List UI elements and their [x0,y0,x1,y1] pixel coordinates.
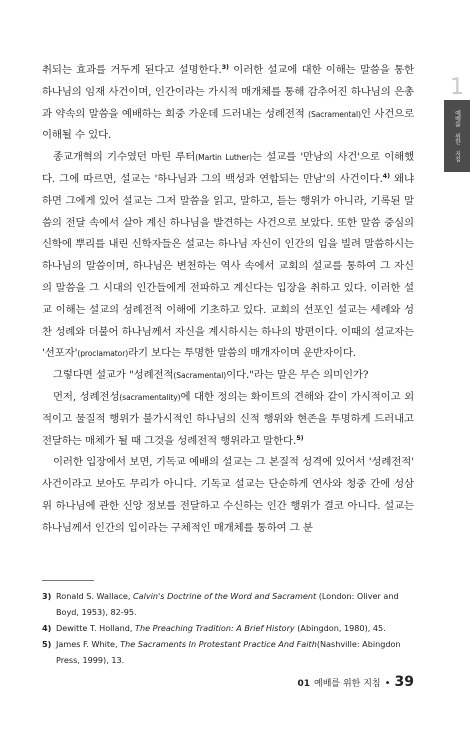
footnotes [42,588,412,668]
page-number: 39 [394,674,414,690]
paragraph-2: 종교개혁의 기수였던 마틴 루터(Martin Luther)는 설교를 '만남의 사건'으로 이해했다. 그에 따르면, 설교는 '하나님과 그의 백성과 연합되는 만남'의 사건이다.$^{4)}$ 왜냐하면 그에게 있어 설교는 그저 말씀을 읽고, 말하고, 듣는 행위가 아니라, 기록된 말씀의 전달 속에서 살아 계신 하나님을 발견하는 사건으로 보았다. 또한 말씀 중심의 신학에 뿌리를 내린 신학자들은 설교는 하나님 자신이 인간의 입을 빌려 말씀하시는 하나님의 말씀이며, 하나님은 변천하는 역사 속에서 교회의 설교를 통하여 그 자신의 말씀을 그 시대의 인간들에게 전파하고 계신다는 입장을 취하고 있다. 이러한 설교 이해는 설교의 성례전적 이해에 기초하고 있다. 교회의 선포인 설교는 세례와 성찬 성례와 더불어 하나님께서 자신을 계시하시는 하나의 방편이다. 이때의 설교자는 '선포자'(proclamator)라기 보다는 투명한 말씀의 매개자이며 운반자이다. [42,151,415,360]
footnote-4: 4) Dewitte T. Holland, The Preaching Tradition: A Brief History (Abingdon, 1980), 45. [42,623,386,633]
footnote-3: 3) Ronald S. Wallace, Calvin's Doctrine of the Word and Sacrament (London: Oliver and Boyd, 1953), 82-95. [42,591,399,617]
footnote-title: The Sacraments In Protestant Practice And Faith [120,639,317,649]
paragraph-4: 먼저, 성례전성(sacramentality)에 대한 정의는 화이트의 견해와 같이 가시적이고 외적이고 물질적 행위가 불가시적인 하나님의 신적 행위와 현존을 투명하게 드러내고 전달하는 매체가 될 때 그것을 성례전적 행위라고 말한다.$^{5)}$ [42,390,415,447]
footnote-divider [42,580,94,581]
body-text [42,60,414,540]
footer-chapter-number: 01 [297,679,311,689]
chapter-number: 1 [450,75,464,100]
footnote-title: Calvin's Doctrine of the Word and Sacrament [133,591,317,601]
footnote-ref-4: 4) [382,171,390,180]
footnote-title: The Preaching Tradition: A Brief History [135,623,295,633]
chapter-side-tab [444,76,470,172]
footnote-5: 5) James F. White, The Sacraments In Protestant Practice And Faith(Nashville: Abingdon Press, 1999), 13. [42,639,401,665]
paragraph-5: 이러한 입장에서 보면, 기독교 예배의 설교는 그 본질적 성격에 있어서 '성례전적' 사건이라고 보아도 무리가 아니다. 기독교 설교는 단순하게 연사와 청중 간에 성삼위 하나님에 관한 신앙 정보를 전달하고 수신하는 인간 행위가 결코 아니다. 설교는 하나님께서 인간의 입이라는 구체적인 매개체를 통하여 그 분 [42,456,414,534]
paragraph-3: 그렇다면 설교가 "성례전적(Sacramental)이다."라는 말은 무슨 의미인가? [53,369,369,382]
footer-bullet: • [384,678,391,689]
footnote-ref-3: 3) [221,63,229,71]
chapter-tab-label: 예배를 위한 지침 [453,110,461,162]
footnote-ref-5: 5) [296,433,304,442]
chapter-tab-bar [444,100,470,172]
footer-chapter-title: 예배를 위한 지침 [314,679,381,689]
paragraph-1: 취되는 효과를 거두게 된다고 설명한다.$^{3)}$ 이러한 설교에 대한 이해는 말씀을 통한 하나님의 임재 사건이며, 인간이라는 가시적 매개체를 통해 감추어진 하나님의 은총과 약속의 말씀을 예배하는 회중 가운데 드러내는 성례전적 (Sacramental)인 사건으로 이해될 수 있다. [42,63,415,142]
page-footer [297,674,414,690]
